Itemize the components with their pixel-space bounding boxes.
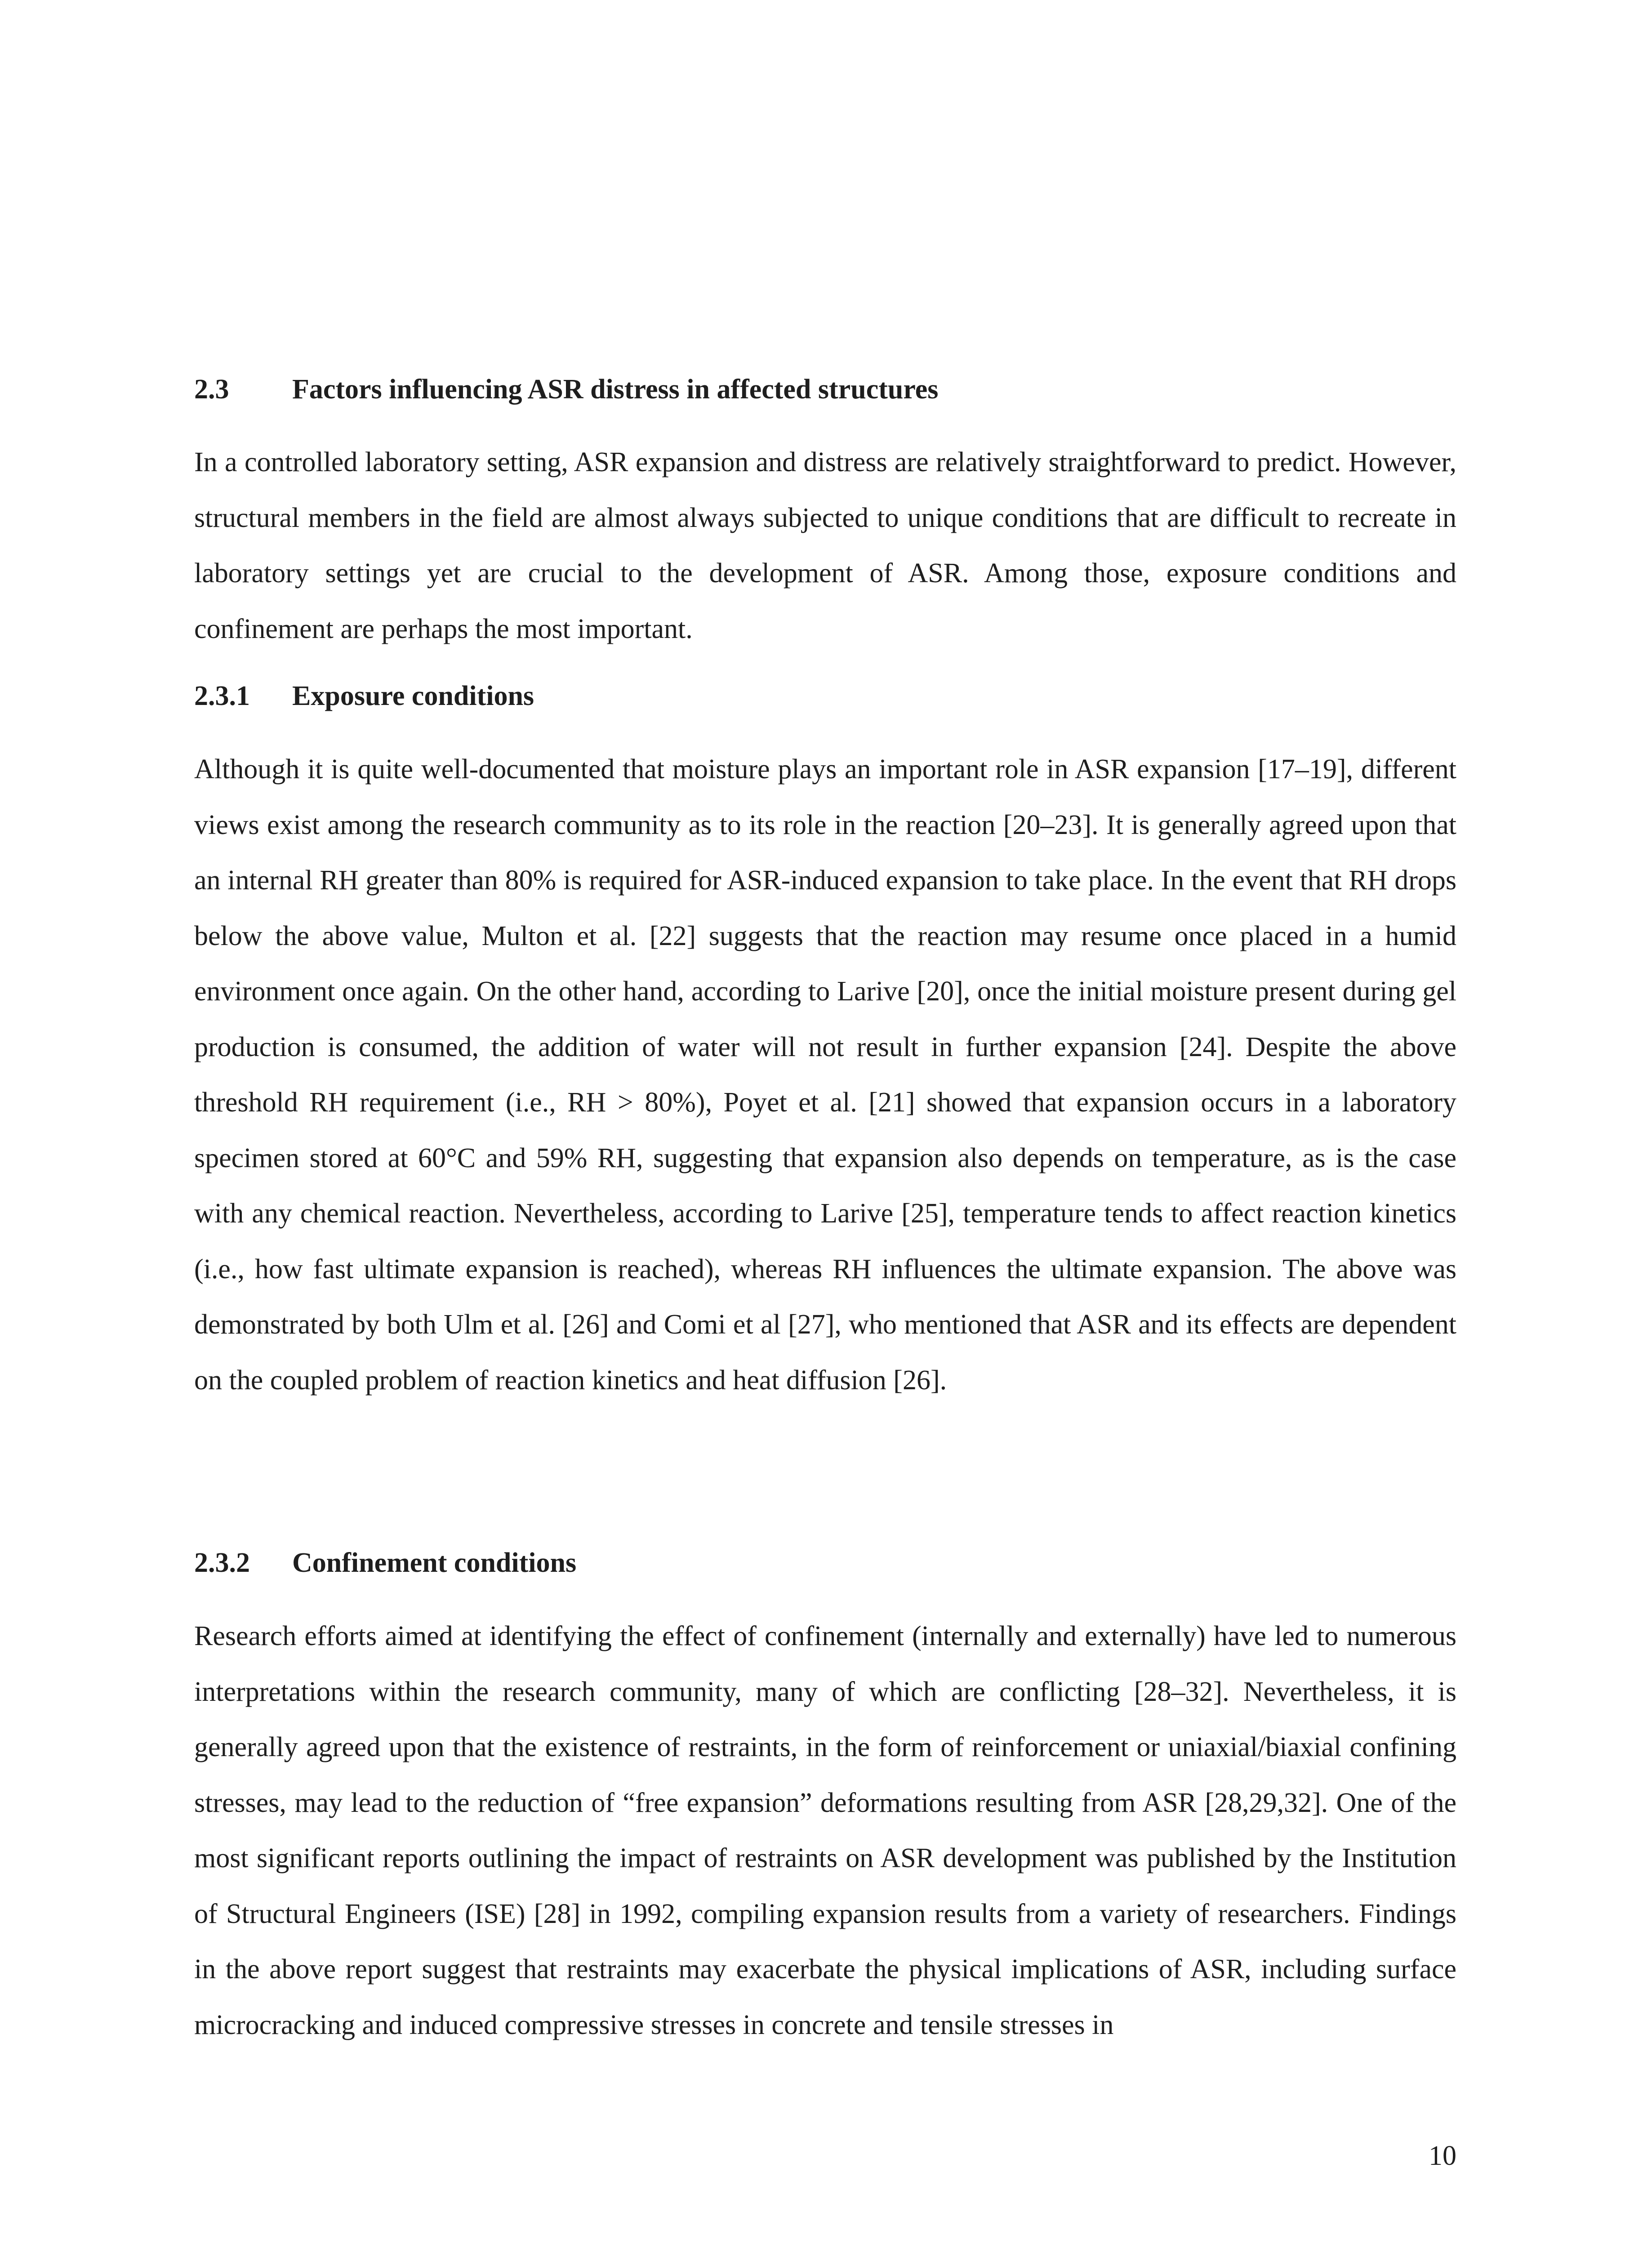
page-number: 10: [1429, 2141, 1456, 2171]
section-number: 2.3.1: [194, 681, 250, 711]
document-page: [194, 0, 1456, 2248]
section-heading-2-3-1: [194, 678, 534, 714]
section-title: Factors influencing ASR distress in affected structures: [292, 374, 939, 405]
section-number: 2.3.2: [194, 1548, 250, 1578]
section-title: Exposure conditions: [292, 681, 534, 711]
section-number: 2.3: [194, 374, 229, 405]
section-title: Confinement conditions: [292, 1548, 577, 1578]
paragraph-confinement: Research efforts aimed at identifying the effect of confinement (internally and externally) have led to numerous interpretations within the research community, many of which are conflicting [28–32]. Nevertheless, it is generally agreed upon that the existence of restraints, in the form of reinforcement or uniaxial/biaxial confining stresses, may lead to the reduction of “free expansion” deformations resulting from ASR [28,29,32]. One of the most significant reports outlining the impact of restraints on ASR development was published by the Institution of Structural Engineers (ISE) [28] in 1992, compiling expansion results from a variety of researchers. Findings in the above report suggest that restraints may exacerbate the physical implications of ASR, including surface microcracking and induced compressive stresses in concrete and tensile stresses in: [194, 1621, 1456, 2040]
section-heading-2-3: [194, 371, 938, 407]
paragraph-exposure: Although it is quite well-documented that moisture plays an important role in ASR expansion [17–19], different views exist among the research community as to its role in the reaction [20–23]. It is generally agreed upon that an internal RH greater than 80% is required for ASR-induced expansion to take place. In the event that RH drops below the above value, Multon et al. [22] suggests that the reaction may resume once placed in a humid environment once again. On the other hand, according to Larive [20], once the initial moisture present during gel production is consumed, the addition of water will not result in further expansion [24]. Despite the above threshold RH requirement (i.e., RH > 80%), Poyet et al. [21] showed that expansion occurs in a laboratory specimen stored at 60°C and 59% RH, suggesting that expansion also depends on temperature, as is the case with any chemical reaction. Nevertheless, according to Larive [25], temperature tends to affect reaction kinetics (i.e., how fast ultimate expansion is reached), whereas RH influences the ultimate expansion. The above was demonstrated by both Ulm et al. [26] and Comi et al [27], who mentioned that ASR and its effects are dependent on the coupled problem of reaction kinetics and heat diffusion [26].: [194, 754, 1456, 1396]
section-heading-2-3-2: [194, 1545, 576, 1581]
paragraph-factors: In a controlled laboratory setting, ASR expansion and distress are relatively straightforward to predict. However, structural members in the field are almost always subjected to unique conditions that are difficult to recreate in laboratory settings yet are crucial to the development of ASR. Among those, exposure conditions and confinement are perhaps the most important.: [194, 447, 1456, 644]
